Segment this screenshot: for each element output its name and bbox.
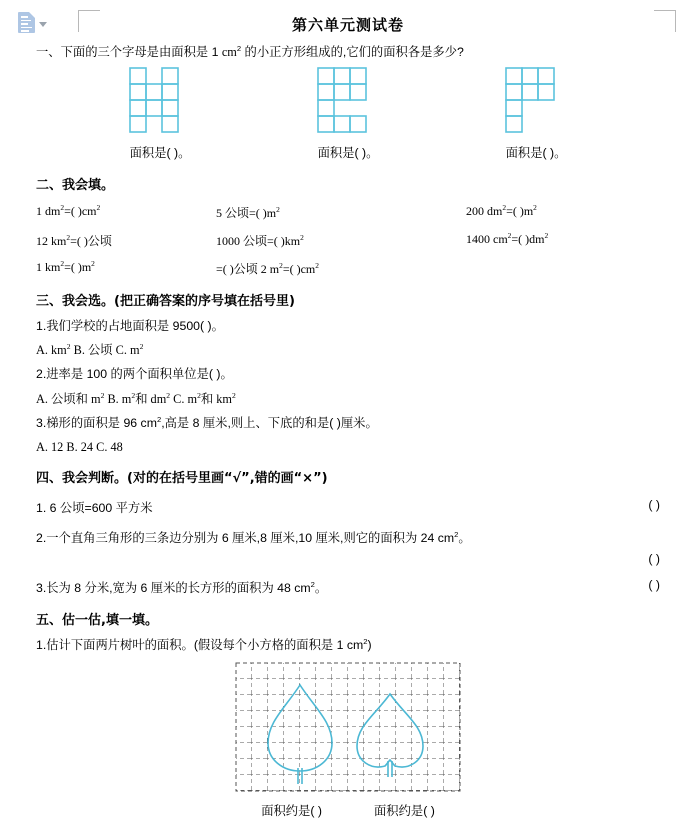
section1-heading: [36, 45, 660, 59]
section4-item-1: [36, 498, 660, 516]
section5-question: 1.估计下面两片树叶的面积。(假设每个小方格的面积是 1 $cm^2$): [36, 636, 372, 652]
fill-row-1: [36, 204, 660, 221]
fill-row-3: [36, 260, 660, 277]
letter-h-shape-icon: [129, 67, 191, 133]
letter-p-shape-icon: [505, 67, 567, 133]
figure-caption-e: 面积是( )。: [317, 146, 379, 161]
fill-cell-1-1: 1 $dm^2=$( )$cm^2$: [36, 203, 101, 219]
section1-heading-pre: 一、下面的三个字母是由面积是 1: [36, 45, 222, 59]
letter-figures: [36, 67, 660, 161]
section1-heading-post: 的小正方形组成的,它们的面积各是多少?: [241, 45, 464, 59]
leaf-caption-right: 面积约是( ): [374, 804, 435, 819]
fill-cell-3-2: =( )公顷 2 $m^2=$( )$cm^2$: [216, 261, 319, 277]
letter-e-shape-icon: [317, 67, 379, 133]
section4-item-3: [36, 578, 660, 596]
fill-cell-1-2: 5 公顷=( )$m^2$: [216, 205, 280, 221]
fill-cell-2-3: 1400 $cm^2=$( )$dm^2$: [466, 231, 549, 247]
section4-item-2-blank-row: [36, 552, 660, 566]
section3-q1-options: A. $km^2$ B. 公顷 C. $m^2$: [36, 342, 144, 358]
leaf-estimation-grid: [235, 662, 461, 792]
section3-q1-stem: 1.我们学校的占地面积是 9500( )。: [36, 319, 224, 334]
section3-heading: 三、我会选。(把正确答案的序号填在括号里): [36, 294, 295, 310]
figure-caption-p: 面积是( )。: [505, 146, 567, 161]
fill-cell-1-3: 200 $dm^2=$( )$m^2$: [466, 203, 537, 219]
fill-row-2: [36, 232, 660, 249]
fill-cell-2-1: 12 $km^2=$( )公顷: [36, 233, 112, 249]
section4-item-3-answer-blank[interactable]: ( ): [648, 577, 660, 592]
section4-item-2: [36, 528, 660, 546]
section4-item-2-answer-blank[interactable]: ( ): [648, 551, 660, 566]
section1-heading-unit: cm: [221, 45, 237, 59]
section3-q2-stem: 2.进率是 100 的两个面积单位是( )。: [36, 367, 233, 382]
section4-item-1-answer-blank[interactable]: ( ): [648, 497, 660, 512]
figure-letter-p: [505, 67, 567, 161]
section3-q3-stem: 3.梯形的面积是 96 $cm^2$,高是 8 厘米,则上、下底的和是( )厘米。: [36, 414, 378, 430]
page-title: 第六单元测试卷: [291, 16, 404, 34]
section4-item-1-text: 1. 6 公顷=600 平方米: [36, 500, 153, 515]
figure-letter-e: [317, 67, 379, 161]
figure-letter-h: [129, 67, 191, 161]
section4-heading: 四、我会判断。(对的在括号里画“√”,错的画“×”): [36, 470, 328, 486]
leaf-captions: [261, 801, 435, 819]
section4-item-2-text: 2.一个直角三角形的三条边分别为 6 厘米,8 厘米,10 厘米,则它的面积为 24 $cm^2$。: [36, 529, 471, 545]
section1-heading-sup: 2: [236, 43, 242, 53]
section4-item-3-text: 3.长为 8 分米,宽为 6 厘米的长方形的面积为 48 $cm^2$。: [36, 579, 328, 595]
section3-q3-options: A. 12 B. 24 C. 48: [36, 439, 123, 454]
section3-q2-options: A. 公顷和 $m^2$ B. $m^2$和 $dm^2$ C. $m^2$和 $km^2$: [36, 390, 236, 406]
figure-caption-h: 面积是( )。: [129, 146, 191, 161]
section2-heading: 二、我会填。: [36, 178, 115, 194]
section5-heading: 五、估一估,填一填。: [36, 612, 158, 628]
spacer: [36, 552, 602, 566]
fill-cell-3-1: 1 $km^2=$( )$m^2$: [36, 259, 95, 275]
leaf-grid-area: [36, 662, 660, 819]
leaf-caption-left: 面积约是( ): [261, 804, 322, 819]
fill-cell-2-2: 1000 公顷=( )$km^2$: [216, 233, 304, 249]
exam-body: [0, 45, 696, 819]
